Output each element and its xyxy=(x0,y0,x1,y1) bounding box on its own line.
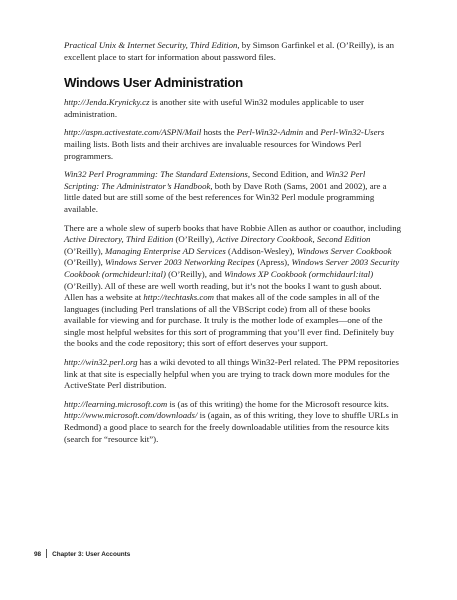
book-title: Active Directory Cookbook, Second Edition xyxy=(216,234,371,245)
paragraph-aspn: http://aspn.activestate.com/ASPN/Mail hosts the Perl-Win32-Admin and Perl-Win32-Users mailing lists. Both lists and their archives are invaluable resources for Windows Perl programmers. xyxy=(64,127,385,161)
paragraph-win32-perl: http://win32.perl.org has a wiki devoted to all things Win32-Perl related. The PPM repositories link at that site is especially helpful when you are trying to track down more modules for the ActiveState Perl distribution. xyxy=(64,357,399,391)
url-link[interactable]: http://Jenda.Krynicky.cz xyxy=(64,97,150,108)
section-heading: Windows User Administration xyxy=(64,75,243,91)
book-title: Managing Enterprise AD Services xyxy=(105,245,226,256)
book-title: Win32 Perl Scripting: The Administrator’s Handbook xyxy=(64,169,366,191)
url-link[interactable]: http://www.microsoft.com/downloads/ xyxy=(64,410,198,421)
paragraph-jenda: http://Jenda.Krynicky.cz is another site with useful Win32 modules applicable to user administration. xyxy=(64,97,364,119)
page-footer xyxy=(34,549,130,558)
intro-paragraph: Practical Unix & Internet Security, Third Edition, by Simson Garfinkel et al. (O’Reilly), is an excellent place to start for information about password files. xyxy=(64,40,394,62)
book-title: Windows Server 2003 Networking Recipes xyxy=(105,257,255,268)
url-link[interactable]: http://techtasks.com xyxy=(143,292,215,303)
book-title: Windows Server 2003 Security Cookbook (ormchideurl:ital) xyxy=(64,257,400,279)
book-title: Practical Unix & Internet Security, Third Edition xyxy=(64,40,238,50)
url-link[interactable]: http://aspn.activestate.com/ASPN/Mail xyxy=(64,127,202,138)
paragraph-roth-books: Win32 Perl Programming: The Standard Extensions, Second Edition, and Win32 Perl Scripting: The Administrator’s Handbook, both by Dave Roth (Sams, 2001 and 2002), are a little dated but are still some of the best references for Win32 Perl module programming available. xyxy=(64,169,387,214)
book-title: Windows XP Cookbook (ormchidaurl:ital) xyxy=(224,268,374,279)
book-title: Win32 Perl Programming: The Standard Extensions xyxy=(64,169,248,180)
paragraph-microsoft: http://learning.microsoft.com is (as of this writing) the home for the Microsoft resource kits. http://www.microsoft.com/downloads/ is (again, as of this writing, they love to shuffle URLs in Redmond) a good place to search for the freely downloadable utilities from the resource kits (search for “resource kit”). xyxy=(64,398,399,444)
page-number: 98 xyxy=(34,551,42,558)
url-link[interactable]: http://win32.perl.org xyxy=(64,357,138,368)
mailing-list-name: Perl-Win32-Admin xyxy=(236,127,304,138)
paragraph-allen-books: There are a whole slew of superb books that have Robbie Allen as author or coauthor, including Active Directory, Third Edition (O’Reilly), Active Directory Cookbook, Second Edition (O’Reilly), Managing Enterprise AD Services (Addison-Wesley), Windows Server Cookbook (O’Reilly), Windows Server 2003 Networking Recipes (Apress), Windows Server 2003 Security Cookbook (ormchideurl:ital) (O’Reilly), and Windows XP Cookbook (ormchidaurl:ital) (O’Reilly). All of these are well worth reading, but it’s not the books I want to gush about. Allen has a website at http://techtasks.com that makes all of the code samples in all of the languages (including Perl translations of all the VBScript code) from all of these books available for viewing and for purchase. It truly is the mother lode of examples—one of the single most helpful websites for this sort of programming that you’ll ever find. Definitely buy the books and the code repository; this sort of effort deserves your support. xyxy=(64,222,402,349)
book-title: Active Directory, Third Edition xyxy=(64,234,174,245)
footer-divider xyxy=(46,549,47,558)
book-title: Windows Server Cookbook xyxy=(296,245,392,256)
url-link[interactable]: http://learning.microsoft.com xyxy=(64,398,168,409)
page-body xyxy=(64,40,402,452)
chapter-title: User Accounts xyxy=(85,551,131,558)
mailing-list-name: Perl-Win32-Users xyxy=(320,127,385,138)
chapter-label: Chapter 3: xyxy=(52,551,84,558)
